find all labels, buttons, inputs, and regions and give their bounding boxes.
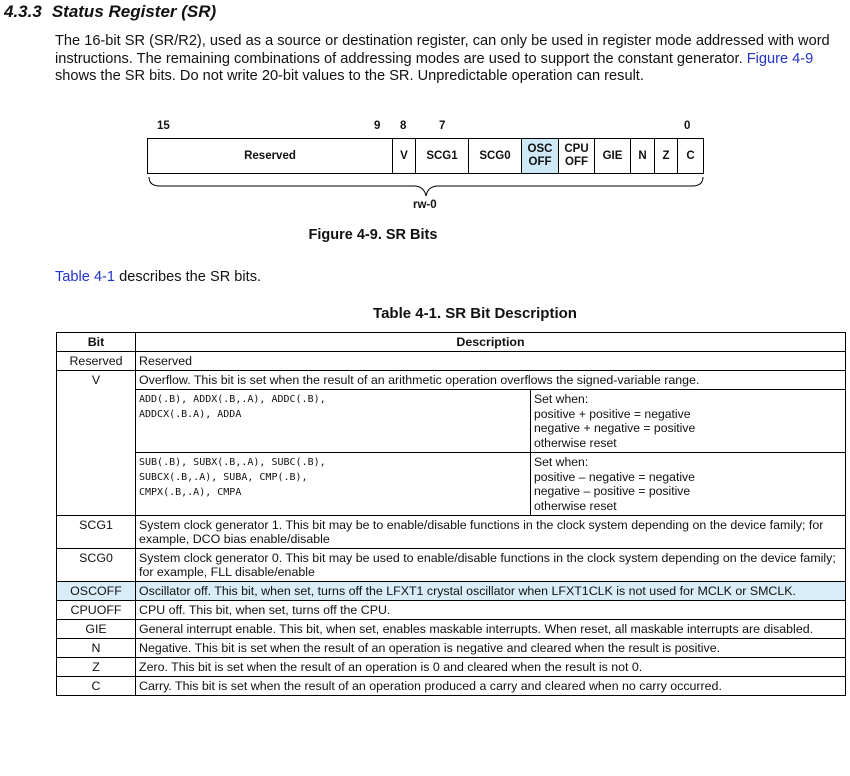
row-desc: Overflow. This bit is set when the result of an arithmetic operation overflows the signed-variable range.: [136, 371, 846, 390]
row-desc: Oscillator off. This bit, when set, turns off the LFXT1 crystal oscillator when LFXT1CLK is not used for MCLK or SMCLK.: [136, 582, 846, 601]
bit-number-0: 0: [684, 120, 691, 132]
sr-register-diagram: [147, 138, 704, 174]
figure-4-9-link[interactable]: Figure 4-9: [746, 50, 814, 67]
table-row: [57, 620, 846, 639]
section-heading: [4, 2, 216, 22]
row-desc: System clock generator 1. This bit may be to enable/disable functions in the clock system depending on the device family; for example, DCO bias enable/disable: [136, 516, 846, 549]
bit-number-15: 15: [157, 120, 170, 132]
row-bit: CPUOFF: [57, 601, 136, 620]
row-bit: GIE: [57, 620, 136, 639]
field-v: V: [393, 139, 416, 173]
table-row: [57, 658, 846, 677]
bit-number-row: [0, 120, 850, 136]
row-desc: CPU off. This bit, when set, turns off the CPU.: [136, 601, 846, 620]
table-row: [57, 549, 846, 582]
row-bit: OSCOFF: [57, 582, 136, 601]
header-bit: Bit: [57, 333, 136, 352]
table-row: [57, 516, 846, 549]
section-title: Status Register (SR): [51, 2, 217, 21]
figure-caption: Figure 4-9. SR Bits: [308, 227, 438, 243]
section-number: 4.3.3: [4, 2, 42, 21]
row-bit: Reserved: [57, 352, 136, 371]
bit-number-8: 8: [400, 120, 407, 132]
row-bit: SCG0: [57, 549, 136, 582]
field-z: Z: [655, 139, 678, 173]
table-row: [57, 371, 846, 390]
table-row-overflow-detail: [57, 390, 846, 516]
bit-number-7: 7: [439, 120, 446, 132]
sub-instructions: SUB(.B), SUBX(.B,.A), SUBC(.B), SUBCX(.B,.A), SUBA, CMP(.B), CMPX(.B,.A), CMPA: [136, 452, 531, 515]
bit-number-9: 9: [374, 120, 381, 132]
row-bit: N: [57, 639, 136, 658]
field-scg1: SCG1: [416, 139, 469, 173]
field-cpuoff: CPU OFF: [559, 139, 595, 173]
row-bit: V: [57, 371, 136, 516]
row-desc: General interrupt enable. This bit, when set, enables maskable interrupts. When reset, all maskable interrupts are disabled.: [136, 620, 846, 639]
row-bit: Z: [57, 658, 136, 677]
row-desc: Reserved: [136, 352, 846, 371]
row-bit: SCG1: [57, 516, 136, 549]
add-set-when: Set when: positive + positive = negative negative + negative = positive otherwise reset: [534, 392, 696, 450]
row-desc: Negative. This bit is set when the result of an operation is negative and cleared when the result is positive.: [136, 639, 846, 658]
access-type: rw-0: [413, 199, 437, 211]
table-row: [57, 601, 846, 620]
field-scg0: SCG0: [469, 139, 522, 173]
field-reserved: Reserved: [148, 139, 393, 173]
field-brace: [148, 176, 704, 198]
row-desc: Zero. This bit is set when the result of an operation is 0 and cleared when the result is not 0.: [136, 658, 846, 677]
table-caption: Table 4-1. SR Bit Description: [373, 305, 577, 322]
table-row: [57, 352, 846, 371]
intro-text-before: The 16-bit SR (SR/R2), used as a source or destination register, can only be used in register mode addressed with word instructions. The remaining combinations of addressing modes are used to support the constant generator.: [55, 33, 830, 67]
field-c: C: [686, 149, 695, 162]
row-desc: System clock generator 0. This bit may be used to enable/disable functions in the clock system depending on the device family; for example, FLL disable/enable: [136, 549, 846, 582]
table-4-1-link[interactable]: Table 4-1: [55, 269, 116, 285]
header-description: Description: [136, 333, 846, 352]
intro-text-after: shows the SR bits. Do not write 20-bit values to the SR. Unpredictable operation can result.: [55, 68, 644, 84]
table-ref-paragraph: [55, 269, 261, 285]
table-row: [57, 677, 846, 696]
table-ref-text: describes the SR bits.: [115, 269, 262, 285]
table-header-row: [57, 333, 846, 352]
sub-set-when: Set when: positive – negative = negative negative – positive = positive otherwise reset: [531, 452, 845, 515]
table-row: [57, 639, 846, 658]
add-instructions: ADD(.B), ADDX(.B,.A), ADDC(.B), ADDCX(.B.A), ADDA: [136, 390, 531, 452]
field-gie: GIE: [595, 139, 631, 173]
sr-bit-table: [56, 332, 846, 696]
row-desc: Carry. This bit is set when the result of an operation produced a carry and cleared when no carry occurred.: [136, 677, 846, 696]
intro-paragraph: [55, 33, 845, 86]
field-oscoff: OSC OFF: [522, 139, 559, 173]
row-bit: C: [57, 677, 136, 696]
field-n: N: [631, 139, 655, 173]
overflow-subtable: [136, 390, 846, 516]
table-row-highlighted: [57, 582, 846, 601]
